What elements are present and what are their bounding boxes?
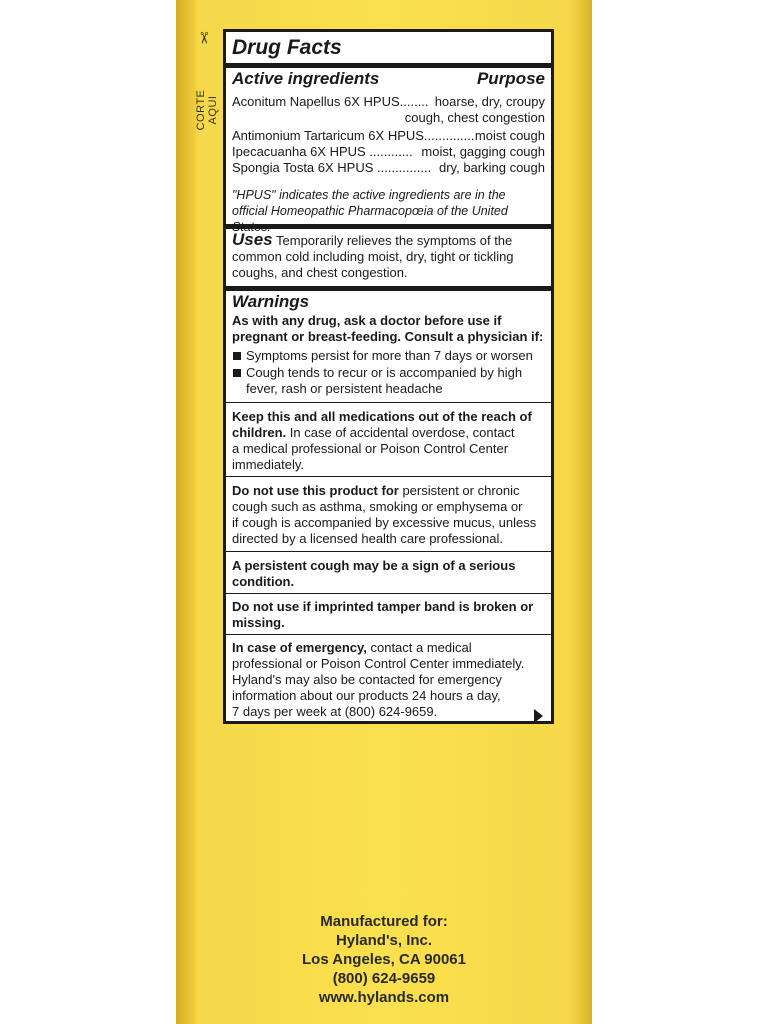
keep-line: a medical professional or Poison Control Center [232, 441, 509, 456]
manufacturer-phone: (800) 624-9659 [332, 970, 436, 987]
ingredient-purpose: dry, barking cough [439, 160, 545, 175]
keep-line: immediately. [232, 457, 305, 472]
uses-section [232, 232, 545, 281]
do-not-use-warning [232, 483, 545, 547]
ingredient-name: Ipecacuanha 6X HPUS ............ [232, 144, 413, 159]
bullet-text: Cough tends to recur or is accompanied by high [246, 365, 523, 380]
manufacturer-address: Los Angeles, CA 90061 [302, 951, 466, 968]
persistent-line: A persistent cough may be a sign of a serious [232, 558, 516, 573]
do-not-use-line: directed by a licensed health care professional. [232, 531, 503, 546]
ingredient-row [232, 94, 545, 110]
warning-bullet [232, 348, 547, 364]
active-ingredients-heading: Active ingredients [232, 69, 380, 88]
warnings-intro-line: As with any drug, ask a doctor before use if [232, 313, 502, 328]
emergency-info [232, 640, 545, 720]
ingredients-header [232, 69, 545, 89]
cut-label: CORTE AQUI [195, 89, 219, 131]
persistent-cough-warning [232, 558, 545, 590]
ingredient-name: Aconitum Napellus 6X HPUS........ [232, 94, 429, 109]
emergency-text: contact a medical [366, 640, 472, 655]
divider [226, 63, 551, 68]
emergency-bold: In case of emergency, [232, 640, 367, 655]
purpose-heading: Purpose [476, 69, 545, 88]
manufacturer-line: Manufactured for: [320, 913, 448, 930]
emergency-line: Hyland's may also be contacted for emergency [232, 672, 502, 687]
bullet-text: fever, rash or persistent headache [246, 381, 443, 396]
warning-bullet [232, 365, 547, 397]
ingredient-name: Spongia Tosta 6X HPUS ............... [232, 160, 432, 175]
do-not-use-bold: Do not use this product for [232, 483, 399, 498]
box-left-edge [176, 0, 196, 1024]
ingredient-purpose: moist, gagging cough [421, 144, 545, 159]
keep-away-warning [232, 409, 545, 473]
ingredient-row [232, 144, 545, 160]
tamper-line: Do not use if imprinted tamper band is broken or [232, 599, 534, 614]
warnings-heading: Warnings [232, 292, 310, 311]
manufacturer-info [176, 912, 592, 1007]
box-right-edge [574, 0, 592, 1024]
tamper-line: missing. [232, 615, 285, 630]
bullet-square-icon [233, 352, 241, 360]
emergency-line: information about our products 24 hours a day, [232, 688, 501, 703]
bullet-square-icon [233, 369, 241, 377]
ingredient-name: Antimonium Tartaricum 6X HPUS.............. [232, 128, 475, 143]
do-not-use-line: cough such as asthma, smoking or emphysema or [232, 499, 523, 514]
warnings-intro [232, 313, 545, 345]
keep-line: Keep this and all medications out of the reach of [232, 409, 532, 424]
manufacturer-website: www.hylands.com [318, 989, 450, 1006]
hpus-note-line: "HPUS" indicates the active ingredients are in the [232, 188, 506, 202]
uses-text: Temporarily relieves the symptoms of the [272, 233, 513, 248]
do-not-use-line: if cough is accompanied by excessive mucus, unless [232, 515, 537, 530]
persistent-line: condition. [232, 574, 295, 589]
drug-facts-panel [223, 29, 554, 724]
divider [226, 224, 551, 229]
ingredient-purpose: cough, chest congestion [404, 110, 545, 125]
ingredient-row [232, 160, 545, 176]
divider [226, 593, 551, 594]
tamper-warning [232, 599, 545, 631]
ingredient-row [232, 128, 545, 144]
divider [226, 286, 551, 291]
drug-facts-title: Drug Facts [232, 36, 342, 59]
bullet-text: Symptoms persist for more than 7 days or worsen [246, 348, 533, 363]
uses-text: coughs, and chest congestion. [232, 265, 408, 280]
hpus-note-line: official Homeopathic Pharmacopœia of the United [232, 204, 508, 218]
warnings-intro-line: pregnant or breast-feeding. Consult a physician if: [232, 329, 544, 344]
uses-heading: Uses [232, 230, 273, 249]
emergency-line: 7 days per week at (800) 624-9659. [232, 704, 438, 719]
divider [226, 551, 551, 552]
do-not-use-text: persistent or chronic [398, 483, 520, 498]
uses-text: common cold including moist, dry, tight or tickling [232, 249, 514, 264]
scissors-icon: ✂ [194, 31, 212, 45]
emergency-line: professional or Poison Control Center immediately. [232, 656, 525, 671]
divider [226, 634, 551, 635]
divider [226, 402, 551, 403]
ingredient-purpose: hoarse, dry, croupy [434, 94, 545, 109]
continue-arrow-icon [534, 709, 543, 723]
divider [226, 476, 551, 477]
keep-line-bold: children. [232, 425, 287, 440]
manufacturer-name: Hyland's, Inc. [335, 932, 433, 949]
ingredient-purpose: moist cough [474, 128, 545, 143]
cut-here-mark [194, 28, 219, 138]
keep-line-text: In case of accidental overdose, contact [286, 425, 515, 440]
